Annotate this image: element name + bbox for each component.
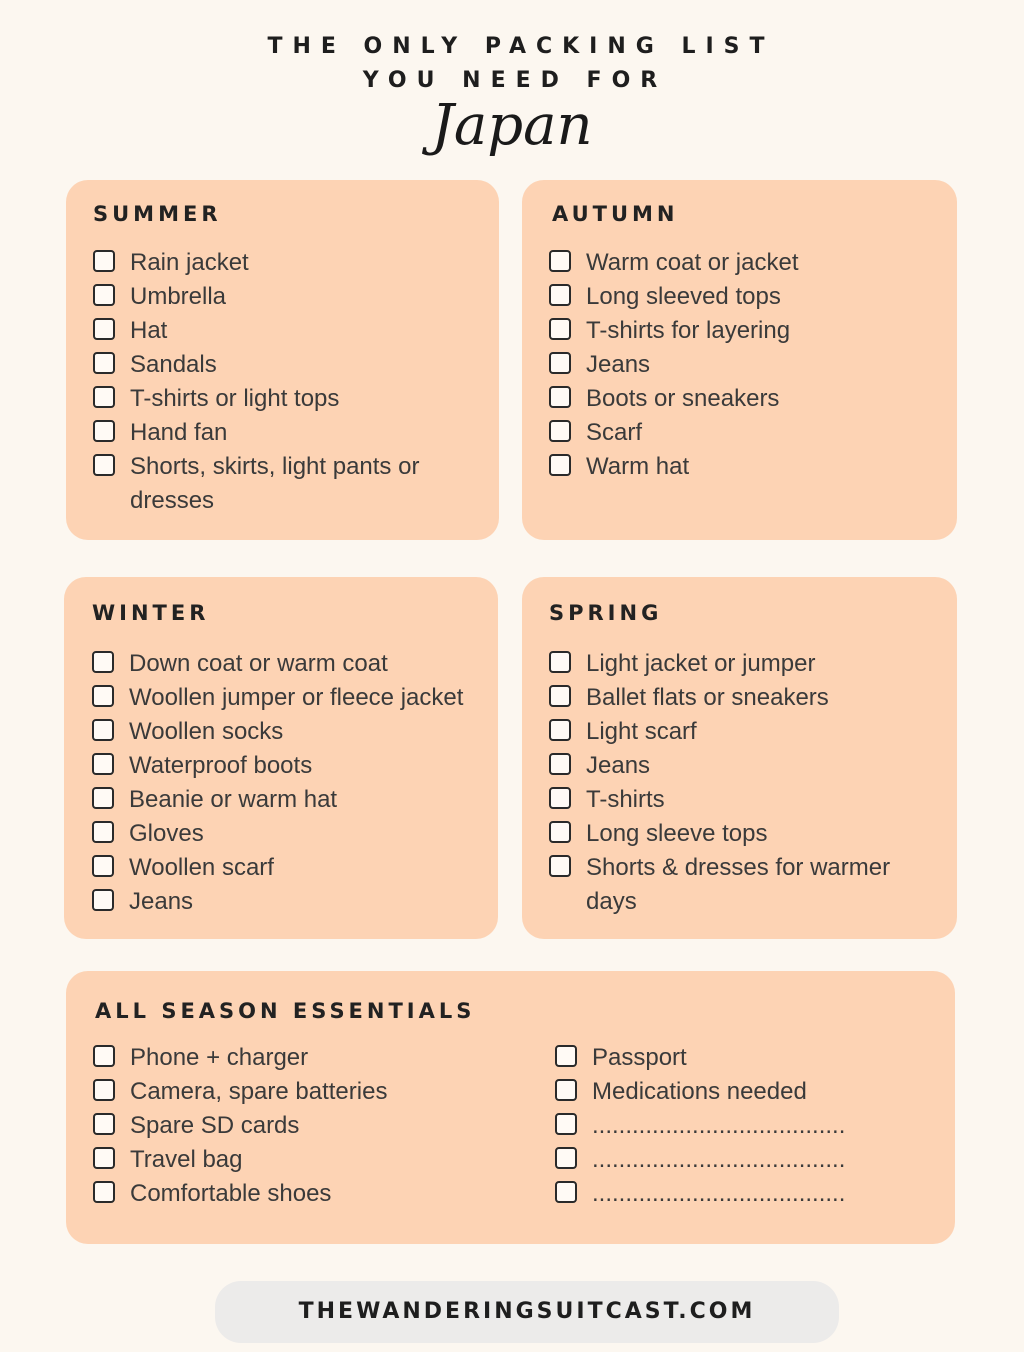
- checklist-item[interactable]: [92, 851, 492, 885]
- summer-checklist: [93, 246, 483, 518]
- checklist-item-label: Long sleeved tops: [586, 283, 781, 310]
- checkbox[interactable]: [93, 352, 115, 374]
- checklist-item-label: T-shirts for layering: [586, 317, 791, 344]
- autumn-card: [522, 180, 957, 540]
- checklist-item-label: Woollen socks: [129, 718, 284, 745]
- checkbox[interactable]: [93, 284, 115, 306]
- title-line-1: THE ONLY PACKING LIST: [267, 34, 775, 59]
- checklist-item-label: Shorts & dresses for warmer days: [586, 854, 891, 915]
- checklist-item-label: Woollen jumper or fleece jacket: [129, 684, 464, 711]
- checkbox[interactable]: [93, 250, 115, 272]
- checklist-item[interactable]: [555, 1143, 925, 1177]
- checklist-item[interactable]: [549, 817, 944, 851]
- checklist-item[interactable]: [549, 851, 944, 919]
- checklist-item-label: Jeans: [586, 351, 651, 378]
- checklist-item[interactable]: [549, 416, 944, 450]
- checklist-item-label: Down coat or warm coat: [129, 650, 388, 677]
- header: [0, 30, 1024, 156]
- checklist-item-label: Hat: [130, 317, 168, 344]
- checkbox[interactable]: [93, 1113, 115, 1135]
- checkbox[interactable]: [555, 1181, 577, 1203]
- checkbox[interactable]: [549, 855, 571, 877]
- checklist-item-label: Shorts, skirts, light pants or dresses: [130, 453, 420, 514]
- checkbox[interactable]: [93, 420, 115, 442]
- checklist-item[interactable]: [549, 314, 944, 348]
- checklist-item-label: ......................................: [592, 1112, 846, 1139]
- checklist-item[interactable]: [549, 348, 944, 382]
- checkbox[interactable]: [93, 318, 115, 340]
- checklist-item-label: Scarf: [586, 419, 643, 446]
- checkbox[interactable]: [555, 1079, 577, 1101]
- checkbox[interactable]: [549, 719, 571, 741]
- checklist-item-label: Spare SD cards: [130, 1112, 300, 1139]
- checklist-item-label: Ballet flats or sneakers: [586, 684, 829, 711]
- checklist-item[interactable]: [92, 885, 492, 919]
- checklist-item[interactable]: [93, 246, 483, 280]
- checkbox[interactable]: [92, 753, 114, 775]
- checklist-item-label: Gloves: [129, 820, 204, 847]
- checklist-item[interactable]: [93, 1041, 513, 1075]
- spring-card: [522, 577, 957, 939]
- checklist-item[interactable]: [555, 1177, 925, 1211]
- checklist-item-label: T-shirts: [586, 786, 665, 813]
- checklist-item[interactable]: [93, 1075, 513, 1109]
- checkbox[interactable]: [93, 386, 115, 408]
- checkbox[interactable]: [93, 1147, 115, 1169]
- checklist-item-label: Woollen scarf: [129, 854, 274, 881]
- checkbox[interactable]: [555, 1147, 577, 1169]
- checklist-item[interactable]: [549, 450, 944, 484]
- checklist-item-label: Medications needed: [592, 1078, 807, 1105]
- checkbox[interactable]: [93, 1045, 115, 1067]
- spring-checklist: [549, 647, 944, 919]
- checkbox[interactable]: [93, 1079, 115, 1101]
- checklist-item-label: Rain jacket: [130, 249, 249, 276]
- checklist-item[interactable]: [549, 647, 944, 681]
- checklist-item-label: Comfortable shoes: [130, 1180, 332, 1207]
- essentials-left-checklist: [93, 1041, 513, 1211]
- checklist-item-label: Sandals: [130, 351, 217, 378]
- checklist-item[interactable]: [93, 1143, 513, 1177]
- checklist-item[interactable]: [93, 1177, 513, 1211]
- checklist-item[interactable]: [555, 1041, 925, 1075]
- title-line-2: YOU NEED FOR: [362, 68, 668, 93]
- checkbox[interactable]: [549, 685, 571, 707]
- checklist-item[interactable]: [93, 314, 483, 348]
- checklist-item-label: Jeans: [586, 752, 651, 779]
- checklist-item[interactable]: [93, 382, 483, 416]
- checklist-item-label: Phone + charger: [130, 1044, 309, 1071]
- winter-checklist: [92, 647, 492, 919]
- checklist-item-label: ......................................: [592, 1180, 846, 1207]
- checkbox[interactable]: [549, 250, 571, 272]
- checkbox[interactable]: [93, 454, 115, 476]
- checkbox[interactable]: [549, 352, 571, 374]
- checkbox[interactable]: [92, 685, 114, 707]
- summer-heading: SUMMER: [93, 202, 222, 226]
- checklist-item-label: Umbrella: [130, 283, 227, 310]
- checkbox[interactable]: [555, 1113, 577, 1135]
- checkbox[interactable]: [549, 787, 571, 809]
- checklist-item[interactable]: [549, 715, 944, 749]
- website-footer: THEWANDERINGSUITCAST.COM: [215, 1281, 839, 1343]
- checklist-item-label: T-shirts or light tops: [130, 385, 340, 412]
- checklist-item[interactable]: [555, 1109, 925, 1143]
- checklist-item-label: Jeans: [129, 888, 194, 915]
- checkbox[interactable]: [549, 386, 571, 408]
- checkbox[interactable]: [549, 454, 571, 476]
- checkbox[interactable]: [92, 889, 114, 911]
- checklist-item-label: ......................................: [592, 1146, 846, 1173]
- checklist-item-label: Camera, spare batteries: [130, 1078, 388, 1105]
- checkbox[interactable]: [549, 318, 571, 340]
- checkbox[interactable]: [92, 651, 114, 673]
- essentials-heading: ALL SEASON ESSENTIALS: [95, 999, 476, 1023]
- checklist-item[interactable]: [93, 348, 483, 382]
- checkbox[interactable]: [92, 821, 114, 843]
- autumn-checklist: [549, 246, 944, 484]
- checkbox[interactable]: [549, 420, 571, 442]
- checklist-item[interactable]: [555, 1075, 925, 1109]
- checkbox[interactable]: [555, 1045, 577, 1067]
- checklist-item[interactable]: [92, 749, 492, 783]
- checkbox[interactable]: [549, 821, 571, 843]
- checklist-item[interactable]: [92, 681, 492, 715]
- winter-heading: WINTER: [92, 601, 210, 625]
- essentials-card: [66, 971, 955, 1244]
- autumn-heading: AUTUMN: [552, 202, 679, 226]
- checklist-item[interactable]: [92, 647, 492, 681]
- checklist-item[interactable]: [549, 246, 944, 280]
- checklist-item-label: Long sleeve tops: [586, 820, 768, 847]
- checklist-item-label: Waterproof boots: [129, 752, 313, 779]
- checkbox[interactable]: [93, 1181, 115, 1203]
- checklist-item[interactable]: [549, 681, 944, 715]
- checklist-item-label: Warm coat or jacket: [586, 249, 799, 276]
- checklist-item-label: Warm hat: [586, 453, 690, 480]
- checklist-item-label: Passport: [592, 1044, 687, 1071]
- checklist-item[interactable]: [92, 783, 492, 817]
- summer-card: [66, 180, 499, 540]
- checklist-item-label: Light scarf: [586, 718, 697, 745]
- checklist-item[interactable]: [93, 1109, 513, 1143]
- checkbox[interactable]: [92, 787, 114, 809]
- winter-card: [64, 577, 498, 939]
- checklist-item[interactable]: [549, 783, 944, 817]
- essentials-right-checklist: [555, 1041, 925, 1211]
- title-script-japan: Japan: [431, 93, 593, 158]
- checklist-item[interactable]: [93, 450, 483, 518]
- checkbox[interactable]: [549, 284, 571, 306]
- checkbox[interactable]: [92, 855, 114, 877]
- checklist-item[interactable]: [549, 749, 944, 783]
- checklist-item[interactable]: [92, 715, 492, 749]
- checklist-item[interactable]: [93, 416, 483, 450]
- checklist-item-label: Light jacket or jumper: [586, 650, 816, 677]
- checkbox[interactable]: [549, 753, 571, 775]
- checklist-item[interactable]: [92, 817, 492, 851]
- checkbox[interactable]: [92, 719, 114, 741]
- checklist-item[interactable]: [549, 280, 944, 314]
- checklist-item[interactable]: [93, 280, 483, 314]
- checklist-item-label: Travel bag: [130, 1146, 243, 1173]
- checklist-item[interactable]: [549, 382, 944, 416]
- spring-heading: SPRING: [549, 601, 663, 625]
- checklist-item-label: Boots or sneakers: [586, 385, 780, 412]
- checklist-item-label: Beanie or warm hat: [129, 786, 338, 813]
- checkbox[interactable]: [549, 651, 571, 673]
- checklist-item-label: Hand fan: [130, 419, 228, 446]
